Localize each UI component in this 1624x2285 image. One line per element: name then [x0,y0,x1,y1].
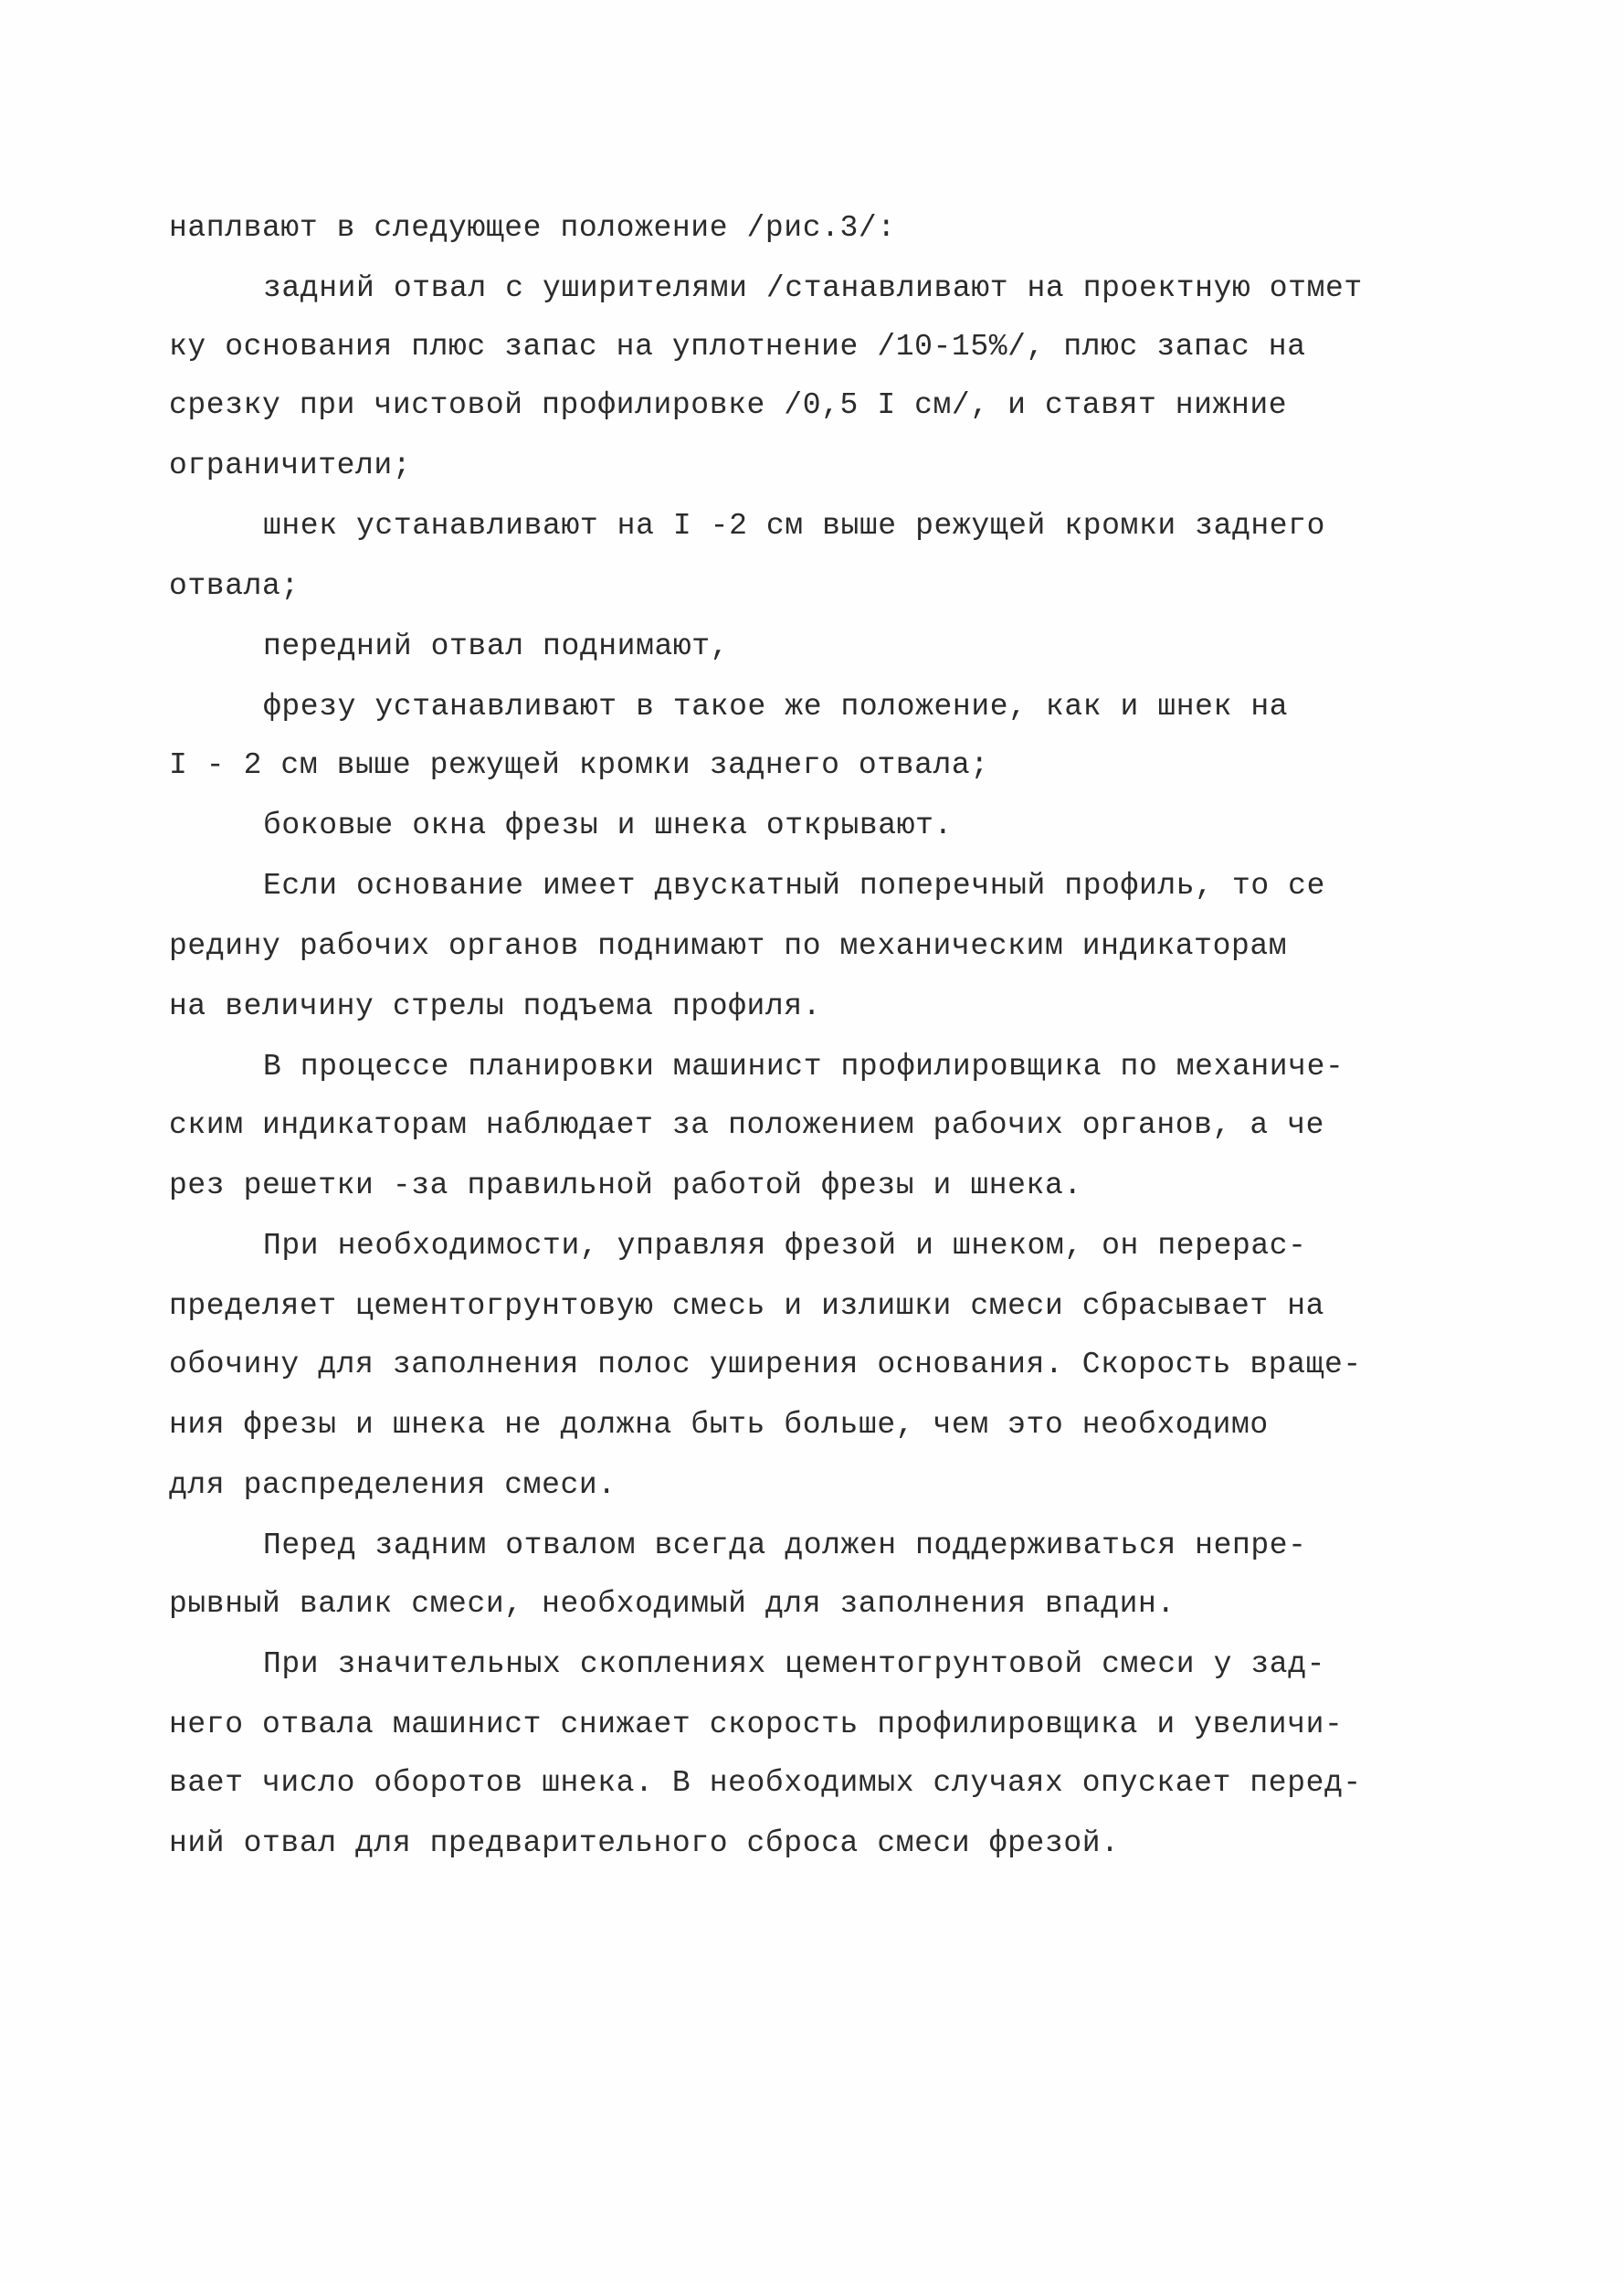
text-line-10: I - 2 см выше режущей кромки заднего отвала; [169,748,989,782]
text-line-2: задний отвал с уширителями /станавливают на проектную отмет [263,271,1363,305]
text-line-20: обочину для заполнения полос уширения основания. Скорость враще- [169,1348,1362,1381]
text-line-17: рез решетки -за правильной работой фрезы и шнека. [169,1169,1082,1202]
text-line-24: рывный валик смеси, необходимый для заполнения впадин. [169,1587,1176,1621]
text-line-15: В процессе планировки машинист профилировщика по механиче- [263,1050,1345,1084]
text-line-12: Если основание имеет двускатный поперечный профиль, то се [263,869,1325,903]
text-line-16: ским индикаторам наблюдает за положением рабочих органов, а че [169,1108,1324,1142]
text-line-14: на величину стрелы подъема профиля. [169,989,822,1023]
text-line-6: шнек устанавливают на I -2 см выше режущей кромки заднего [263,509,1325,543]
text-line-21: ния фрезы и шнека не должна быть больше, чем это необходимо [169,1408,1269,1442]
text-line-7: отвала; [169,569,300,603]
text-line-5: ограничители; [169,449,412,482]
text-line-19: пределяет цементогрунтовую смесь и излишки смеси сбрасывает на [169,1289,1324,1323]
text-line-23: Перед задним отвалом всегда должен поддерживаться непре- [263,1529,1307,1562]
text-line-4: срезку при чистовой профилировке /0,5 I см/, и ставят нижние [169,388,1288,422]
text-line-9: фрезу устанавливают в такое же положение, как и шнек на [263,690,1289,724]
text-line-8: передний отвал поднимают, [263,629,730,663]
text-line-1: наплвают в следующее положение /рис.3/: [169,211,896,245]
text-line-13: редину рабочих органов поднимают по механическим индикаторам [169,929,1288,963]
text-line-28: ний отвал для предварительного сброса смеси фрезой. [169,1826,1120,1860]
text-line-22: для распределения смеси. [169,1468,617,1502]
text-line-25: При значительных скоплениях цементогрунтовой смеси у зад- [263,1647,1325,1681]
text-line-3: ку основания плюс запас на уплотнение /10-15%/, плюс запас на [169,330,1306,364]
text-line-18: При необходимости, управляя фрезой и шнеком, он перерас- [263,1229,1307,1263]
text-line-26: него отвала машинист снижает скорость профилировщика и увеличи- [169,1708,1344,1741]
text-line-11: боковые окна фрезы и шнека открывают. [263,809,953,842]
text-line-27: вает число оборотов шнека. В необходимых случаях опускает перед- [169,1766,1362,1800]
